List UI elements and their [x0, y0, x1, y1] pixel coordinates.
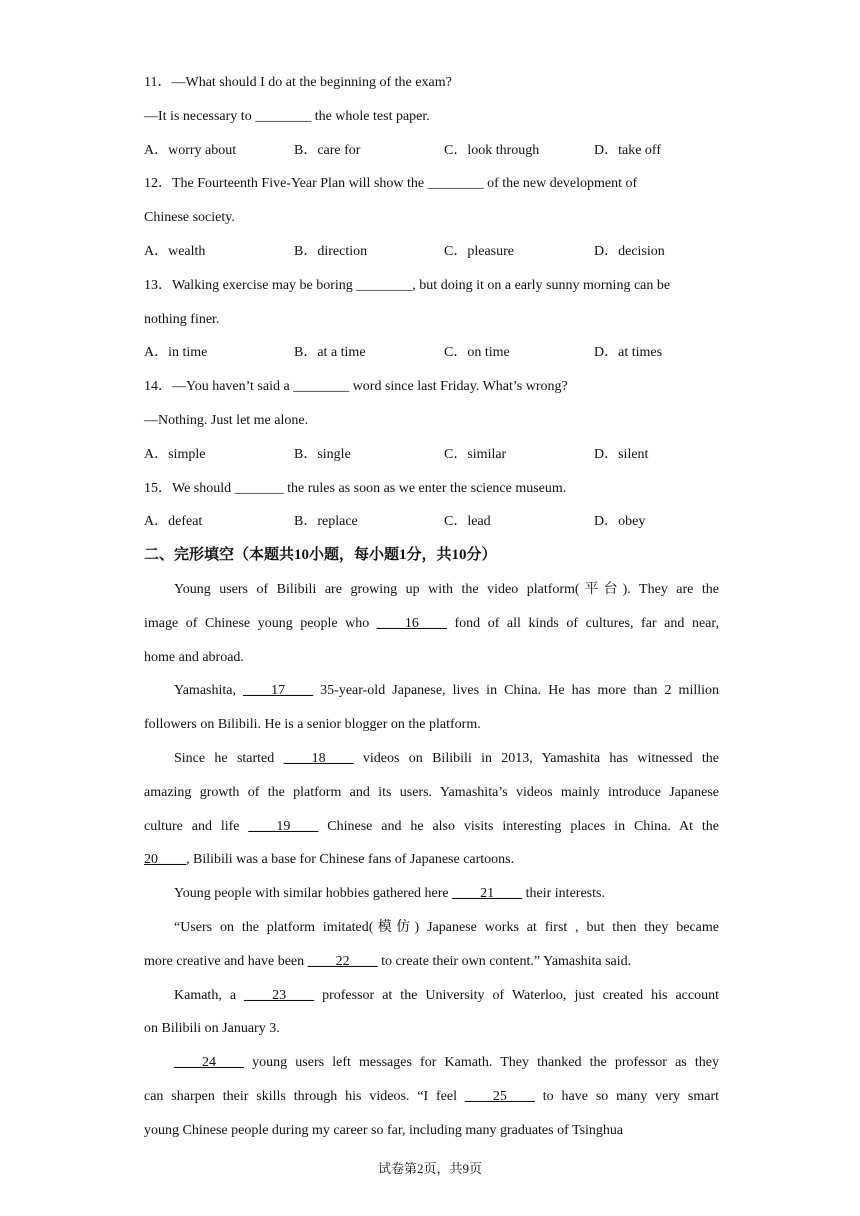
passage-paragraph: [144, 674, 719, 742]
passage-text: on Bilibili on January 3.: [144, 1021, 280, 1037]
question-text: 12．The Fourteenth Five-Year Plan will show the ________ of the new development of: [144, 176, 638, 192]
answer-option[interactable]: B．replace: [294, 514, 358, 530]
question: [144, 269, 719, 370]
exam-content: [144, 66, 719, 1148]
passage-text: Young people with similar hobbies gathered here: [174, 886, 453, 902]
question-text: —It is necessary to ________ the whole test paper.: [144, 108, 430, 124]
passage-text: Chinese and he also visits interesting places in China. At the: [318, 818, 719, 834]
passage-line: [144, 945, 719, 979]
question: [144, 66, 719, 167]
answer-option[interactable]: D．decision: [594, 243, 665, 259]
answer-options: [144, 438, 719, 472]
answer-option[interactable]: A．wealth: [144, 243, 206, 259]
passage-paragraph: [144, 1046, 719, 1147]
passage-text: to create their own content.” Yamashita said.: [377, 953, 632, 969]
answer-option[interactable]: C．similar: [444, 446, 507, 462]
answer-option[interactable]: B．at a time: [294, 345, 366, 361]
question-text: nothing finer.: [144, 311, 220, 327]
passage-line: [144, 573, 719, 607]
passage-paragraph: [144, 911, 719, 979]
answer-options: [144, 336, 719, 370]
answer-options: [144, 505, 719, 539]
answer-options: [144, 235, 719, 269]
question-text: 15．We should _______ the rules as soon as we enter the science museum.: [144, 480, 567, 496]
passage-line: [144, 877, 719, 911]
cloze-blank[interactable]: ____19____: [248, 818, 319, 834]
answer-option[interactable]: C．look through: [444, 142, 540, 158]
passage-text: Young users of Bilibili are growing up with the video platform(平台). They are the: [174, 581, 719, 597]
section-heading: 二、完形填空（本题共10小题，每小题1分，共10分）: [144, 547, 497, 564]
answer-option[interactable]: D．take off: [594, 142, 661, 158]
question-text: 13．Walking exercise may be boring ________, but doing it on a early sunny morning can be: [144, 277, 671, 293]
passage-text: professor at the University of Waterloo, just created his account: [314, 987, 719, 1003]
passage-text: , Bilibili was a base for Chinese fans of Japanese cartoons.: [186, 852, 515, 868]
answer-option[interactable]: B．care for: [294, 142, 361, 158]
passage-line: [144, 1012, 719, 1046]
answer-option[interactable]: A．defeat: [144, 514, 203, 530]
passage-text: videos on Bilibili in 2013, Yamashita has witnessed the: [353, 750, 719, 766]
answer-option[interactable]: D．silent: [594, 446, 649, 462]
passage-text: their interests.: [522, 886, 605, 902]
cloze-blank[interactable]: ____24____: [174, 1055, 244, 1071]
passage-text: image of Chinese young people who: [144, 615, 377, 631]
question: [144, 370, 719, 471]
passage-text: can sharpen their skills through his videos. “I feel: [144, 1088, 465, 1104]
passage-line: [144, 843, 719, 877]
cloze-blank[interactable]: ____18____: [283, 750, 354, 766]
passage-line: [144, 674, 719, 708]
passage-text: followers on Bilibili. He is a senior blogger on the platform.: [144, 717, 481, 733]
answer-option[interactable]: C．on time: [444, 345, 510, 361]
question-text: Chinese society.: [144, 210, 235, 226]
answer-options: [144, 134, 719, 168]
answer-option[interactable]: B．single: [294, 446, 351, 462]
answer-option[interactable]: A．worry about: [144, 142, 237, 158]
answer-option[interactable]: B．direction: [294, 243, 368, 259]
passage-text: young Chinese people during my career so far, including many graduates of Tsinghua: [144, 1122, 624, 1138]
passage-line: [144, 1114, 719, 1148]
question: [144, 472, 719, 540]
passage-text: Yamashita,: [174, 683, 244, 699]
passage-paragraph: [144, 877, 719, 911]
passage-line: [144, 979, 719, 1013]
passage-paragraph: [144, 573, 719, 674]
passage-text: home and abroad.: [144, 649, 244, 665]
multiple-choice-questions: [144, 66, 719, 539]
passage-line: [144, 742, 719, 776]
passage-text: amazing growth of the platform and its users. Yamashita’s videos mainly introduce Japanese: [144, 784, 719, 800]
page-footer: 试卷第2页，共9页: [377, 1161, 482, 1176]
question-text: —Nothing. Just let me alone.: [144, 412, 309, 428]
cloze-passage: [144, 573, 719, 1148]
passage-text: Kamath, a: [174, 987, 245, 1003]
passage-line: [144, 708, 719, 742]
passage-text: to have so many very smart: [534, 1088, 719, 1104]
question: [144, 167, 719, 268]
cloze-blank[interactable]: ____23____: [244, 987, 315, 1003]
passage-text: young users left messages for Kamath. They thanked the professor as they: [244, 1055, 719, 1071]
cloze-blank[interactable]: ____16____: [376, 615, 447, 631]
passage-paragraph: [144, 742, 719, 877]
passage-text: more creative and have been: [144, 953, 308, 969]
passage-line: [144, 1080, 719, 1114]
answer-option[interactable]: C．lead: [444, 514, 491, 530]
answer-option[interactable]: D．at times: [594, 345, 663, 361]
passage-line: [144, 641, 719, 675]
cloze-blank[interactable]: 20____: [144, 852, 186, 868]
answer-option[interactable]: D．obey: [594, 514, 646, 530]
passage-text: 35-year-old Japanese, lives in China. He has more than 2 million: [313, 683, 719, 699]
passage-text: “Users on the platform imitated(模仿) Japanese works at first , but then they became: [174, 919, 719, 935]
passage-paragraph: [144, 979, 719, 1047]
passage-line: [144, 911, 719, 945]
answer-option[interactable]: C．pleasure: [444, 243, 514, 259]
question-text: 14．—You haven’t said a ________ word since last Friday. What’s wrong?: [144, 379, 568, 395]
cloze-blank[interactable]: ____21____: [452, 886, 523, 902]
answer-option[interactable]: A．in time: [144, 345, 208, 361]
passage-line: [144, 810, 719, 844]
passage-line: [144, 607, 719, 641]
passage-line: [144, 1046, 719, 1080]
cloze-blank[interactable]: ____17____: [243, 683, 314, 699]
cloze-blank[interactable]: ____22____: [307, 953, 378, 969]
passage-text: fond of all kinds of cultures, far and near,: [446, 615, 719, 631]
passage-line: [144, 776, 719, 810]
question-text: 11．—What should I do at the beginning of the exam?: [144, 75, 452, 90]
passage-text: culture and life: [144, 818, 249, 834]
passage-text: Since he started: [174, 750, 284, 766]
answer-option[interactable]: A．simple: [144, 446, 206, 462]
cloze-blank[interactable]: ____25____: [464, 1088, 535, 1104]
